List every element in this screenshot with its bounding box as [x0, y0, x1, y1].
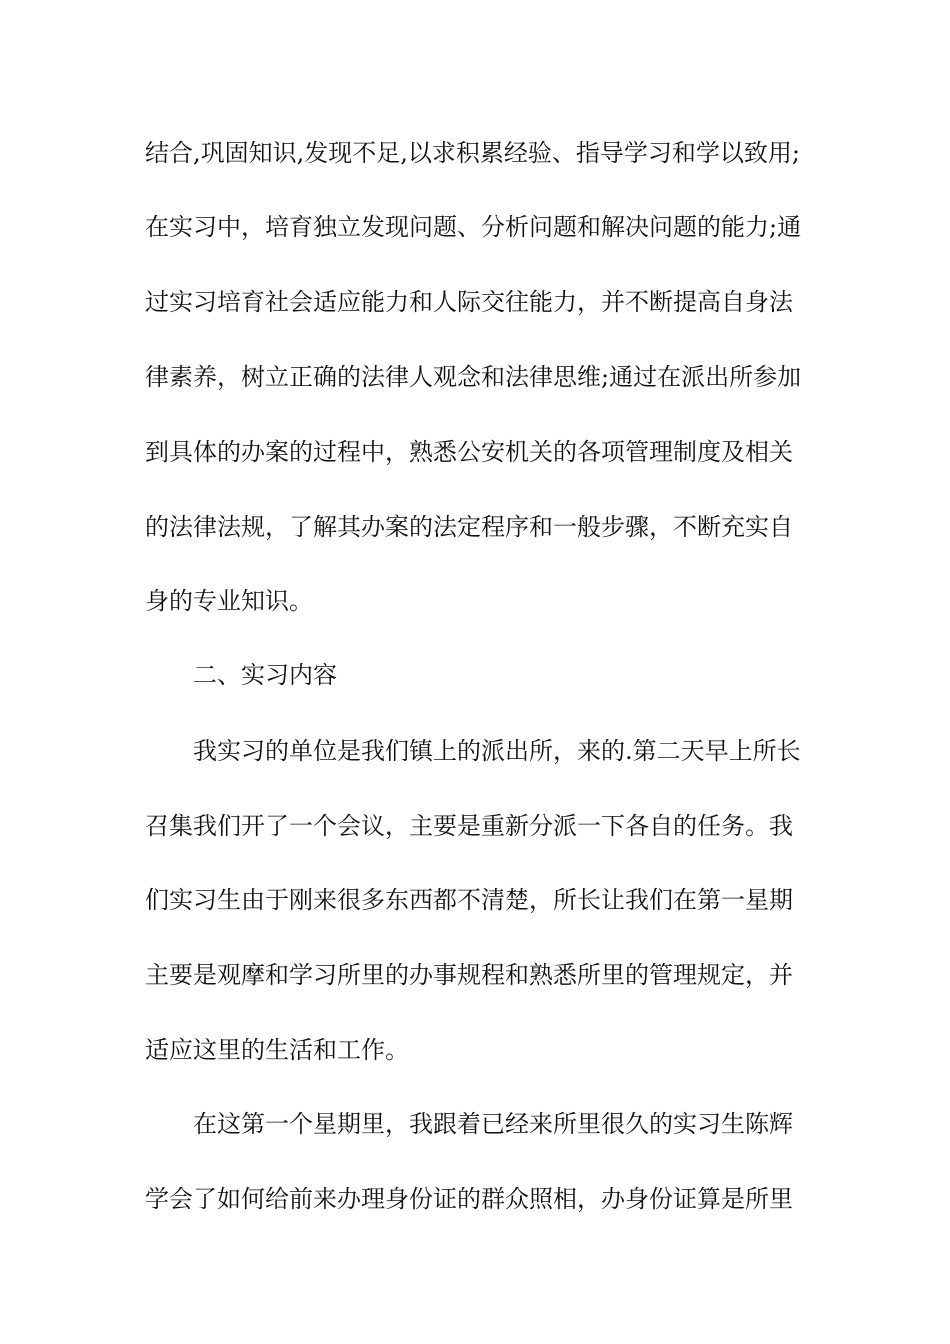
- text-line: 我实习的单位是我们镇上的派出所，来的.第二天早上所长: [193, 737, 801, 765]
- text-line: 主要是观摩和学习所里的办事规程和熟悉所里的管理规定，并: [145, 961, 793, 989]
- text-line: 在实习中，培育独立发现问题、分析问题和解决问题的能力;通: [145, 213, 802, 241]
- text-line: 的法律法规，了解其办案的法定程序和一般步骤，不断充实自: [145, 513, 793, 541]
- text-line: 学会了如何给前来办理身份证的群众照相，办身份证算是所里: [145, 1185, 793, 1213]
- text-line: 召集我们开了一个会议，主要是重新分派一下各自的任务。我: [145, 812, 793, 840]
- text-line: 适应这里的生活和工作。: [145, 1036, 409, 1064]
- text-line: 律素养，树立正确的法律人观念和法律思维;通过在派出所参加: [145, 363, 802, 391]
- text-line: 结合,巩固知识,发现不足,以求积累经验、指导学习和学以致用;: [145, 139, 800, 167]
- text-line: 们实习生由于刚来很多东西都不清楚，所长让我们在第一星期: [145, 886, 793, 914]
- text-line: 到具体的办案的过程中，熟悉公安机关的各项管理制度及相关: [145, 438, 793, 466]
- text-line: 身的专业知识。: [145, 587, 313, 615]
- text-line: 在这第一个星期里，我跟着已经来所里很久的实习生陈辉: [193, 1110, 793, 1138]
- text-line: 过实习培育社会适应能力和人际交往能力，并不断提高自身法: [145, 288, 793, 316]
- section-heading: 二、实习内容: [193, 661, 337, 689]
